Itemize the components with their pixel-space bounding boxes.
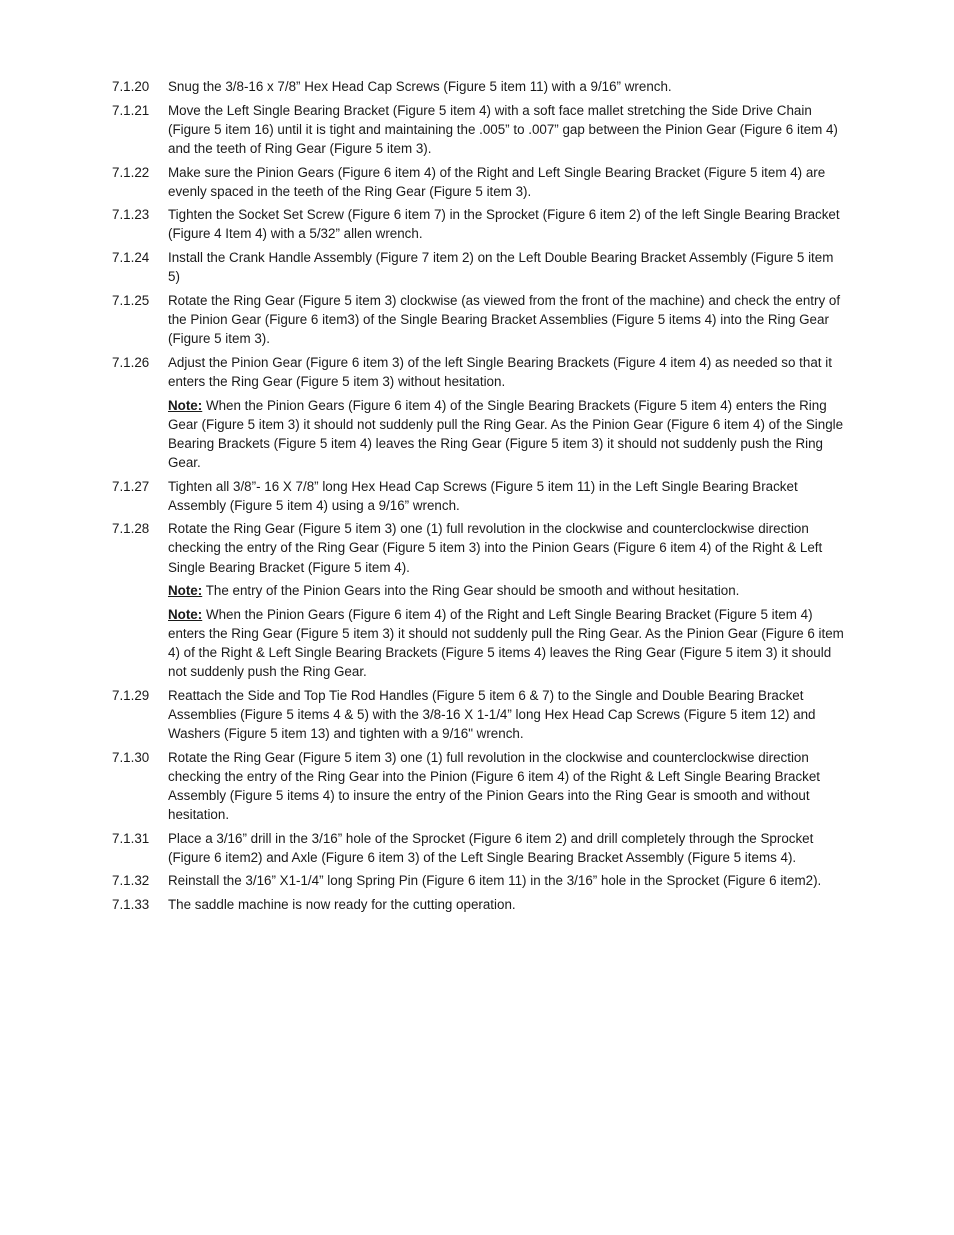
step-7-1-30	[112, 748, 844, 824]
note-7-1-26	[168, 396, 844, 472]
step-text: Snug the 3/8-16 x 7/8” Hex Head Cap Screws (Figure 5 item 11) with a 9/16” wrench.	[168, 79, 672, 94]
note-7-1-28-b	[168, 605, 844, 681]
step-text: Make sure the Pinion Gears (Figure 6 item 4) of the Right and Left Single Bearing Bracket (Figure 5 item 4) are evenly spaced in the teeth of the Ring Gear (Figure 5 item 3).	[168, 164, 826, 199]
step-text: The saddle machine is now ready for the cutting operation.	[168, 897, 516, 913]
step-7-1-25	[112, 291, 844, 348]
step-7-1-20	[112, 77, 844, 96]
note-label: Note:	[168, 397, 203, 413]
step-number: 7.1.33	[112, 897, 150, 913]
step-number: 7.1.27	[112, 478, 150, 494]
step-number: 7.1.30	[112, 749, 150, 765]
step-number: 7.1.24	[112, 250, 150, 266]
step-number: 7.1.31	[112, 830, 150, 846]
step-7-1-33	[112, 895, 844, 914]
step-text: Rotate the Ring Gear (Figure 5 item 3) one (1) full revolution in the clockwise and counterclockwise direction checking the entry of the Ring Gear into the Pinion (Figure 6 item 4) of the Right & Left Single Bearing Bracket Assembly (Figure 5 items 4) to insure the entry of the Pinion Gears into the Ring Gear is smooth and without hesitation.	[168, 749, 821, 822]
step-7-1-32	[112, 871, 844, 890]
step-7-1-31	[112, 829, 844, 867]
step-7-1-26	[112, 353, 844, 391]
step-text: Rotate the Ring Gear (Figure 5 item 3) clockwise (as viewed from the front of the machine) and check the entry of the Pinion Gear (Figure 6 item3) of the Single Bearing Bracket Assemblies (Figure 5 items 4) into the Ring Gear (Figure 5 item 3).	[168, 292, 841, 347]
step-text: Move the Left Single Bearing Bracket (Figure 5 item 4) with a soft face mallet stretching the Side Drive Chain (Figure 5 item 16) until it is tight and maintaining the .005” to .007” gap between the Pinion Gear (Figure 6 item 4) and the teeth of Ring Gear (Figure 5 item 3).	[168, 102, 838, 156]
step-text: Reattach the Side and Top Tie Rod Handles (Figure 5 item 6 & 7) to the Single and Double Bearing Bracket Assemblies (Figure 5 items 4 & 5) with the 3/8-16 X 1-1/4” long Hex Head Cap Screws (Figure 5 item 12) and Washers (Figure 5 item 13) and tighten with a 9/16" wrench.	[168, 687, 816, 742]
step-number: 7.1.20	[112, 79, 150, 94]
step-7-1-21	[112, 101, 844, 158]
step-7-1-22	[112, 163, 844, 201]
note-text: The entry of the Pinion Gears into the Ring Gear should be smooth and without hesitation.	[202, 583, 740, 599]
step-number: 7.1.25	[112, 292, 150, 308]
note-7-1-28-a	[168, 581, 844, 600]
step-7-1-24	[112, 248, 844, 286]
step-text: Reinstall the 3/16” X1-1/4” long Spring Pin (Figure 6 item 11) in the 3/16” hole in the Sprocket (Figure 6 item2).	[168, 873, 822, 889]
step-text: Tighten all 3/8”- 16 X 7/8” long Hex Head Cap Screws (Figure 5 item 11) in the Left Single Bearing Bracket Assembly (Figure 5 item 4) using a 9/16” wrench.	[168, 478, 798, 513]
step-text: Rotate the Ring Gear (Figure 5 item 3) one (1) full revolution in the clockwise and counterclockwise direction checking the entry of the Ring Gear (Figure 5 item 3) into the Pinion Gears (Figure 6 item 4) of the Right & Left Single Bearing Bracket (Figure 5 item 4).	[168, 521, 823, 575]
step-number: 7.1.23	[112, 207, 150, 223]
step-text: Install the Crank Handle Assembly (Figure 7 item 2) on the Left Double Bearing Bracket Assembly (Figure 5 item 5)	[168, 250, 834, 285]
step-number: 7.1.28	[112, 521, 150, 537]
step-number: 7.1.26	[112, 354, 150, 370]
step-7-1-28	[112, 519, 844, 576]
step-7-1-23	[112, 205, 844, 243]
step-text: Adjust the Pinion Gear (Figure 6 item 3) of the left Single Bearing Brackets (Figure 4 item 4) as needed so that it enters the Ring Gear (Figure 5 item 3) without hesitation.	[168, 354, 832, 389]
step-7-1-29	[112, 686, 844, 743]
step-number: 7.1.32	[112, 873, 150, 889]
step-number: 7.1.22	[112, 164, 150, 180]
note-text: When the Pinion Gears (Figure 6 item 4) of the Right and Left Single Bearing Bracket (Figure 5 item 4) enters the Ring Gear (Figure 5 item 3) it should not suddenly pull the Ring Gear. As the Pinion Gear (Figure 6 item 4) of the Right & Left Single Bearing Brackets (Figure 5 items 4) leaves the Ring Gear (Figure 5 item 3) it should not suddenly push the Ring Gear.	[168, 606, 844, 680]
note-label: Note:	[168, 583, 203, 599]
step-number: 7.1.21	[112, 102, 150, 118]
note-label: Note:	[168, 606, 203, 622]
step-text: Tighten the Socket Set Screw (Figure 6 item 7) in the Sprocket (Figure 6 item 2) of the left Single Bearing Bracket (Figure 4 Item 4) with a 5/32” allen wrench.	[168, 207, 840, 242]
step-text: Place a 3/16” drill in the 3/16” hole of the Sprocket (Figure 6 item 2) and drill completely through the Sprocket (Figure 6 item2) and Axle (Figure 6 item 3) of the Left Single Bearing Bracket Assembly (Figure 5 items 4).	[168, 830, 814, 865]
step-7-1-27	[112, 477, 844, 515]
step-number: 7.1.29	[112, 687, 150, 703]
note-text: When the Pinion Gears (Figure 6 item 4) of the Single Bearing Brackets (Figure 5 item 4) enters the Ring Gear (Figure 5 item 3) it should not suddenly pull the Ring Gear. As the Pinion Gear (Figure 6 item 4) of the Single Bearing Brackets (Figure 5 item 4) leaves the Ring Gear (Figure 5 item 3) it should not suddenly push the Ring Gear.	[168, 397, 844, 470]
